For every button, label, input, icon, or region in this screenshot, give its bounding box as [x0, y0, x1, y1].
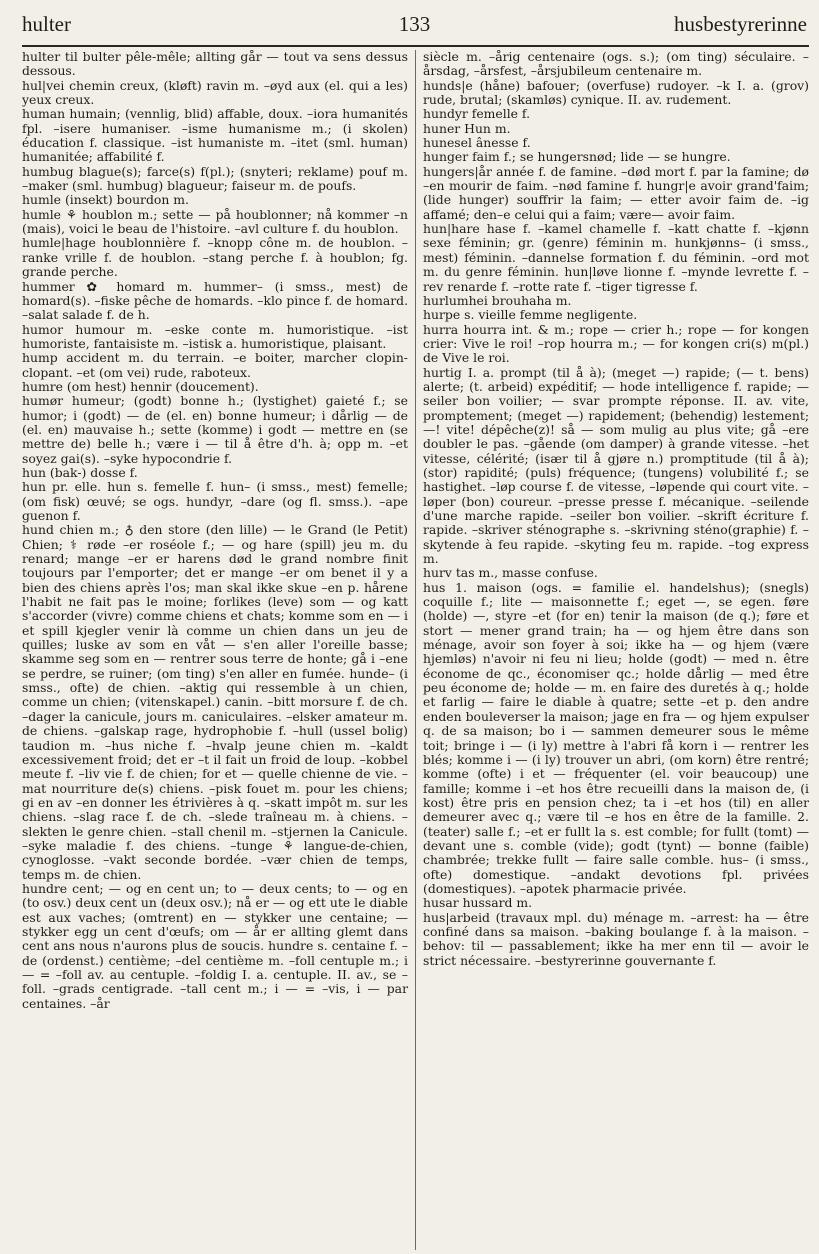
right-column — [416, 50, 809, 1250]
page-number: 133 — [398, 12, 431, 36]
dictionary-entry: hummer ✿ homard m. hummer– (i smss., mest) de homard(s). –fiske pêche de homards. –klo pince f. de homard. –salat salade f. de h. — [22, 278, 409, 323]
dictionary-columns — [22, 50, 809, 1250]
dictionary-entry: humre (om hest) hennir (doucement). — [22, 378, 259, 394]
left-column — [22, 50, 416, 1250]
running-head-right: husbestyrerinne — [674, 12, 807, 36]
dictionary-entry: husar hussard m. — [423, 895, 533, 911]
dictionary-entry: hunds|e (håne) bafouer; (overfuse) rudoyer. –k I. a. (grov) rude, brutal; (skamløs) cynique. II. av. rudement. — [423, 77, 809, 108]
dictionary-entry: hurpe s. vieille femme negligente. — [423, 307, 638, 323]
dictionary-entry: hurra hourra int. & m.; rope — crier h.; rope — for kongen crier: Vive le roi! –rop hourra m.; — for kongen cri(s) m(pl.) de Vive le roi. — [423, 321, 809, 366]
dictionary-entry: hun|hare hase f. –kamel chamelle f. –katt chatte f. –kjønn sexe féminin; gr. (genre) féminin m. hunkjønns– (i smss., mest) féminin. –dannelse formation f. du féminin. –ord mot m. du genre féminin. hun|løve lionne f. –mynde levrette f. –rev renarde f. –rotte rate f. –tiger tigresse f. — [423, 221, 809, 294]
dictionary-entry: hus|arbeid (travaux mpl. du) ménage m. –arrest: ha — être confiné dans sa maison. –baking boulange f. à la maison. –behov: til — passablement; ikke ha mer enn til — avoir le strict nécessaire. –bestyrerinne gouvernante f. — [423, 909, 809, 968]
dictionary-entry: hundyr femelle f. — [423, 106, 531, 122]
dictionary-entry: humle (insekt) bourdon m. — [22, 192, 189, 208]
running-head-left: hulter — [22, 12, 71, 36]
dictionary-entry: hundre cent; — og en cent un; to — deux cents; to — og en (to osv.) deux cent un (deux osv.); nå er — og ett ute le diable est aux vaches; (omtrent) en — stykker une centaine; — stykker egg un cent d'œufs; om — år er allting glemt dans cent ans nous n'aurons plus de soucis. hundre s. centaine f. –de (ordenst.) centième; –del centième m. –foll centuple m.; i — = –foll av. au centuple. –foldig I. a. centuple. II. av., se –foll. –grads centigrade. –tall cent m.; i — = –vis, i — par centaines. –år — [22, 880, 408, 1011]
dictionary-entry: huner Hun m. — [423, 120, 511, 136]
dictionary-entry: hun (bak-) dosse f. — [22, 464, 138, 480]
dictionary-entry: human humain; (vennlig, blid) affable, doux. –iora humanités fpl. –isere humaniser. –isme humanisme m.; (i skolen) éducation f. classique. –ist humaniste m. –itet (sml. human) humanitée; affabilité f. — [22, 106, 408, 165]
dictionary-entry: humor humour m. –eske conte m. humoristique. –ist humoriste, fantaisiste m. –istisk a. humoristique, plaisant. — [22, 321, 408, 351]
dictionary-entry: hump accident m. du terrain. –e boiter, marcher clopin-clopant. –et (om vei) rude, raboteux. — [22, 350, 408, 380]
dictionary-entry: humle|hage houblonnière f. –knopp cône m. de houblon. –ranke vrille f. de houblon. –stang perche f. à houblon; fg. grande perche. — [22, 235, 408, 280]
dictionary-entry: hunger faim f.; se hungersnød; lide — se hungre. — [423, 149, 731, 165]
dictionary-entry: hurlumhei brouhaha m. — [423, 292, 572, 308]
dictionary-entry: hun pr. elle. hun s. femelle f. hun– (i smss., mest) femelle; (om fisk) œuvé; se ogs. hundyr, –dare (og fl. smss.). –ape guenon f. — [22, 479, 408, 523]
dictionary-entry: hurv tas m., masse confuse. — [423, 565, 598, 581]
dictionary-entry: hul|vei chemin creux, (kløft) ravin m. –øyd aux (el. qui a les) yeux creux. — [22, 77, 408, 108]
page-header — [22, 8, 807, 42]
dictionary-entry: hungers|år année f. de famine. –død mort f. par la famine; dø –en mourir de faim. –nød famine f. hungr|e avoir grand'faim; (lide hunger) souffrir la faim; — etter avoir faim de. –ig affamé; den–e celui qui a faim; være— avoir faim. — [423, 163, 809, 222]
dictionary-entry: humle ⚘ houblon m.; sette — på houblonner; nå kommer –n (mais), voici le beau de l'histoire. –avl culture f. du houblon. — [22, 206, 408, 237]
dictionary-entry: hurtig I. a. prompt (til å à); (meget —) rapide; (— t. bens) alerte; (t. arbeid) expéditif; — hode intelligence f. rapide; — seiler bon voilier; — svar prompte réponse. II. av. vite, promptement; (meget —) rapidement; (behendig) lestement; —! vite! dépêche(z)! så — som mulig au plus vite; gå –ere doubler le pas. –gående (om damper) à grande vitesse. –het vitesse, célérité; (især til å gjøre n.) promptitude (til å à); (stor) rapidité; (puls) fréquence; (tungens) volubilité f.; se hastighet. –løp course f. de vitesse, –løpende qui court vite. –løper (bon) coureur. –presse presse f. mécanique. –seilende d'une marche rapide. –seiler bon voilier. –skrift écriture f. rapide. –skriver sténographe s. –skrivning sténo(graphie) f. –skytende à feu rapide. –skyting feu m. rapide. –tog express m. — [423, 364, 809, 567]
dictionary-entry: hund chien m.; ♁ den store (den lille) — le Grand (le Petit) Chien; ⚕ røde –er roséole f.; — og hare (spill) jeu m. du renard; mange –er er harens død le grand nombre finit toujours par l'emporter; det er mange –er om benet il y a bien des chiens après l'os; man skal ikke skue –en p. hårene l'habit ne fait pas le moine; forlikes (leve) som — og katt s'accorder (vivre) comme chiens et chats; komme som en — i et spill kjegler venir là comme un chien dans un jeu de quilles; luske av som en våt — s'en aller l'oreille basse; skamme seg som en — rentrer sous terre de honte; gå i –ene se perdre, se ruiner; (om ting) s'en aller en fumée. hunde– (i smss., ofte) de chien. –aktig qui ressemble à un chien, comme un chien; (vitenskapel.) canin. –bitt morsure f. de ch. –dager la canicule, jours m. caniculaires. –elsker amateur m. de chiens. –galskap rage, hydrophobie f. –hull (ussel bolig) taudion m. –hus niche f. –hvalp jeune chien m. –kaldt excessivement froid; det er –t il fait un froid de loup. –kobbel meute f. –liv vie f. de chien; for et — quelle chienne de vie. –mat nourriture de(s) chiens. –pisk fouet m. pour les chiens; gi en av –en donner les étrivières à q. –skatt impôt m. sur les chiens. –slag race f. de ch. –slede traîneau m. à chiens. –slekten le genre chien. –stall chenil m. –stjernen la Canicule. –syke maladie f. des chiens. –tunge ⚘ langue-de-chien, cynoglosse. –vakt seconde bordée. –vær chien de temps, temps m. de chien. — [22, 522, 408, 882]
dictionary-entry: hulter til bulter pêle-mêle; allting går — tout va sens dessus dessous. — [22, 50, 408, 79]
header-rule — [22, 45, 809, 47]
dictionary-entry: humør humeur; (godt) bonne h.; (lystighet) gaieté f.; se humor; i (godt) — de (el. en) bonne humeur; i dårlig — de (el. en) mauvaise h.; sette (komme) i godt — mettre en (se mettre de) belle h.; være i — til å être d'h. à; opp m. –et soyez gai(s). –syke hypocondrie f. — [22, 393, 408, 466]
dictionary-entry: humbug blague(s); farce(s) f(pl.); (snyteri; reklame) pouf m. –maker (sml. humbug) blagueur; faiseur m. de poufs. — [22, 163, 408, 194]
dictionary-entry: siècle m. –årig centenaire (ogs. s.); (om ting) séculaire. –årsdag, –årsfest, –årsjubileum centenaire m. — [423, 50, 809, 79]
dictionary-entry: hunesel ânesse f. — [423, 135, 531, 151]
dictionary-entry: hus 1. maison (ogs. = familie el. handelshus); (snegls) coquille f.; lite — maisonnette f.; eget —, se egen. føre (holde) —, styre –et (for en) tenir la maison (de q.); føre et stort — mener grand train; ha — og hjem être dans son ménage, avoir son foyer à soi; ikke ha — og hjem (være hjemløs) n'avoir ni feu ni lieu; holde (godt) — med n. être économe de qc., économiser qc.; holde dårlig — med être peu économe de; holde — m. en faire des duretés à q.; holde et farlig — faire le diable à quatre; sette –et p. den andre enden bouleverser la maison; jage en fra — og hjem expulser q. de sa maison; bo i — sammen demeurer sous le même toit; bringe i — (i ly) mettre à l'abri få korn i — rentrer les blés; komme i — (i ly) trouver un abri, (om korn) être rentré; komme (ofte) i et — fréquenter (el. voir beaucoup) une famille; komme i –et hos être recueilli dans la maison de, (i kost) être pris en pension chez; ta i –et hos (til) en aller demeurer avec q.; være til –e hos en être de la famille. 2. (teater) salle f.; –et er fullt la s. est comble; for fullt (tomt) — devant une s. comble (vide); godt (tynt) — bonne (faible) chambrée; trekke fullt — faire salle comble. hus– (i smss., ofte) domestique. –andakt devotions fpl. privées (domestiques). –apotek pharmacie privée. — [423, 579, 809, 896]
